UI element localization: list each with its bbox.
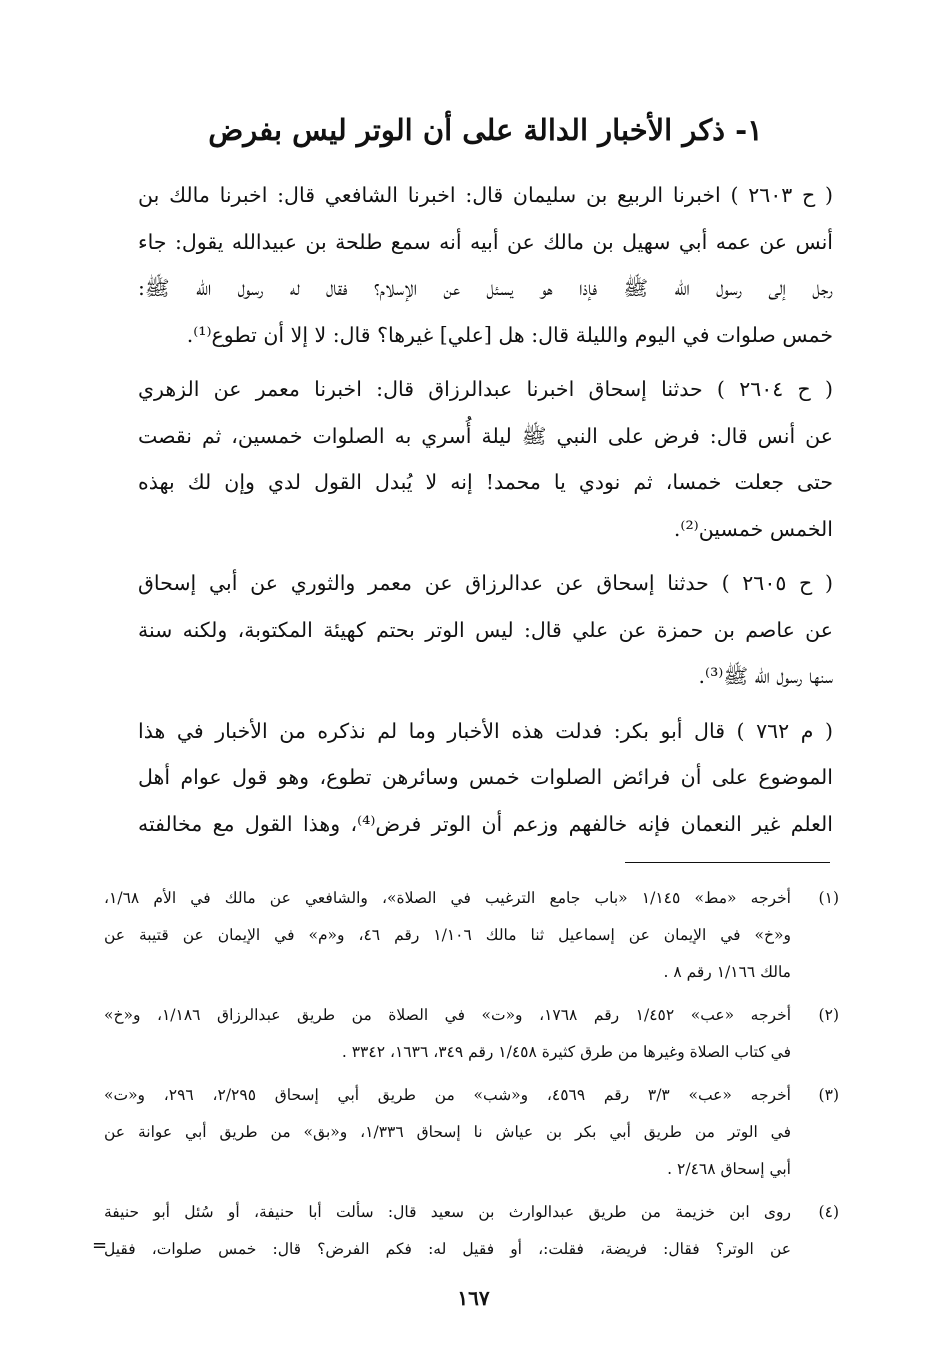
footnote: [104, 997, 839, 1071]
footnote: [104, 1194, 839, 1268]
footnote-line: عن الوتر؟ فقال: فريضة، فقلت:، أو فقيل له: فكم الفرض؟ قال: خمس صلوات، فقيل: [104, 1240, 791, 1258]
hadith-paragraph: [138, 560, 833, 700]
text-line: ( م ٧٦٢ ) قال أبو بكر: فدلت هذه الأخبار وما لم نذكره من الأخبار في هذا: [138, 718, 833, 743]
footnote-line: مالك ١/١٦٦ رقم ٨ .: [663, 963, 791, 981]
hadith-paragraph: [138, 172, 833, 358]
footnote-number: (٢): [818, 1006, 839, 1024]
text-line: رجل إلى رسول الله ﷺ فإذا هو يسئل عن الإسلام؟ فقال له رسول الله ﷺ:: [138, 276, 833, 300]
text-line: الخمس خمسين⁽²⁾.: [673, 516, 833, 541]
footnote-line: أخرجه «عب» ٣/٣ رقم ٤٥٦٩، و«شب» من طريق أبي إسحاق ٢/٢٩٥، ٢٩٦، و«ت»: [104, 1086, 791, 1104]
footnote-line: أخرجه «عب» ١/٤٥٢ رقم ١٧٦٨، و«ت» في الصلاة من طريق عبدالرزاق ١/١٨٦، و«خ»: [104, 1006, 791, 1024]
footnote-number: (٣): [818, 1086, 839, 1104]
footnote-line: أبي إسحاق ٢/٤٦٨ .: [667, 1160, 791, 1178]
footnote-text: [104, 1077, 791, 1188]
footnote-line: روى ابن خزيمة من طريق عبدالوارث بن سعيد قال: سألت أبا حنيفة، أو سُئل أبو حنيفة: [104, 1203, 791, 1221]
footnote-number: (٤): [818, 1203, 839, 1221]
text-line: حتى جعلت خمسا، ثم نودي يا محمد! إنه لا يُبدل القول لدي وإن لك بهذه: [138, 470, 833, 494]
page-number: ١٦٧: [457, 1286, 490, 1310]
text-line: العلم غير النعمان فإنه خالفهم وزعم أن الوتر فرض⁽⁴⁾، وهذا القول مع مخالفته: [138, 811, 833, 836]
commentary-paragraph: [138, 708, 833, 848]
footnote-divider: [625, 862, 830, 863]
text-line: ( ح ٢٦٠٥ ) حدثنا إسحاق عن عدالرزاق عن معمر والثوري عن أبي إسحاق: [138, 571, 833, 595]
footnote-text: [104, 997, 791, 1071]
footnote-line: في كتاب الصلاة وغيرها من طرق كثيرة ١/٤٥٨ رقم ٣٤٩، ١٦٣٦، ٣٣٤٢ .: [341, 1043, 791, 1061]
footnote-number: (١): [818, 889, 839, 907]
text-line: عن أنس قال: فرض على النبي ﷺ ليلة أُسري به الصلوات خمسين، ثم نقصت: [138, 423, 833, 448]
footnote-text: [104, 1194, 791, 1268]
text-line: عن عاصم بن حمزة عن علي قال: ليس الوتر بحتم كهيئة المكتوبة، ولكنه سنة: [138, 617, 833, 642]
text-line: خمس صلوات في اليوم والليلة قال: هل [علي] غيرها؟ قال: لا إلا أن تطوع⁽¹⁾.: [186, 322, 833, 347]
footnote-text: [104, 880, 791, 991]
footnotes: [104, 880, 839, 1274]
footnote: [104, 880, 839, 991]
text-line: أنس عن عمه أبي سهيل بن مالك عن أبيه أنه سمع طلحة بن عبيدالله يقول: جاء: [138, 229, 833, 254]
footnote-line: و«خ» في الإيمان عن إسماعيل ثنا مالك ١/١٠٦ رقم ٤٦، و«م» في الإيمان عن قتيبة عن: [104, 926, 791, 944]
text-line: سنها رسول الله ﷺ⁽³⁾.: [698, 664, 833, 688]
main-text: [138, 172, 833, 855]
footnote: [104, 1077, 839, 1188]
text-line: ( ح ٢٦٠٣ ) اخبرنا الربيع بن سليمان قال: اخبرنا الشافعي قال: اخبرنا مالك بن: [138, 183, 833, 207]
continuation-mark: =: [92, 1235, 108, 1256]
text-line: ( ح ٢٦٠٤ ) حدثنا إسحاق اخبرنا عبدالرزاق قال: اخبرنا معمر عن الزهري: [138, 377, 833, 401]
text-line: الموضوع على أن فرائض الصلوات خمس وسائرهن تطوع، وهو قول عوام أهل: [138, 765, 833, 789]
footnote-line: أخرجه «مط» ١/١٤٥ «باب جامع الترغيب في الصلاة»، والشافعي عن مالك في الأم ١/٦٨،: [104, 889, 791, 907]
footnote-line: في الوتر من طريق أبي بكر بن عياش نا إسحاق ١/٣٣٦، و«بق» من طريق أبي عوانة عن: [104, 1123, 791, 1141]
hadith-paragraph: [138, 366, 833, 552]
chapter-title: ١- ذكر الأخبار الدالة على أن الوتر ليس بفرض: [208, 113, 763, 147]
